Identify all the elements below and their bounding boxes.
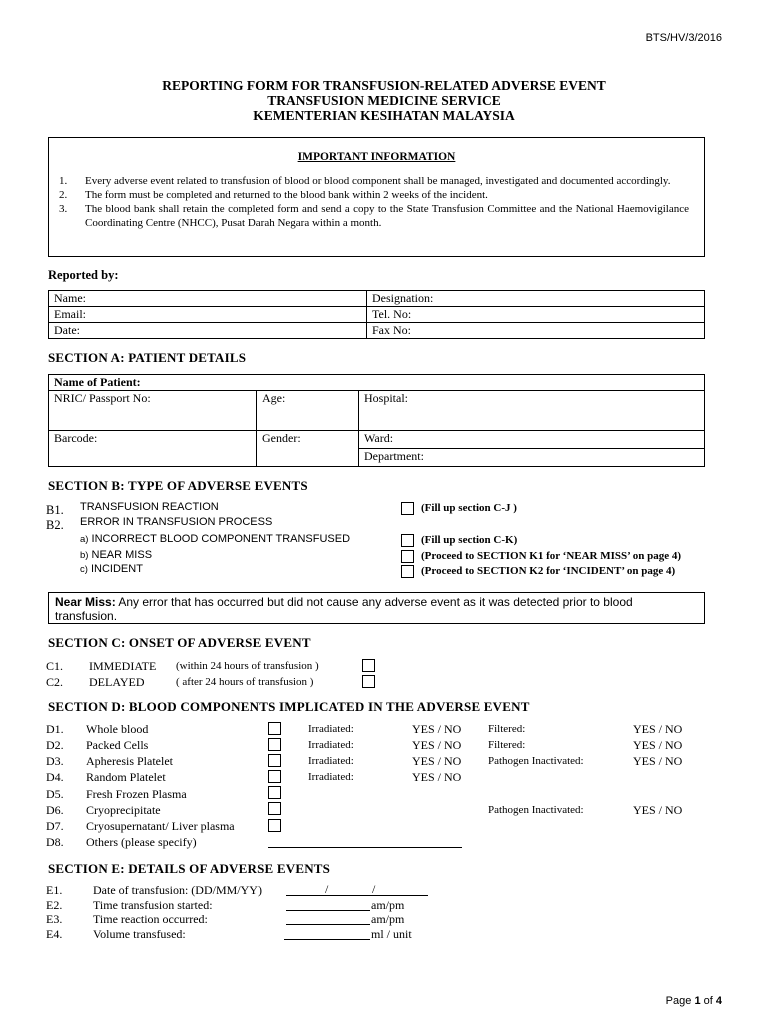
page-number: Page 1 of 4	[665, 995, 722, 1007]
form-title-line1: REPORTING FORM FOR TRANSFUSION-RELATED ADVERSE EVENT	[162, 78, 606, 93]
b2a-checkbox[interactable]	[401, 534, 414, 547]
d3-label: Apheresis Platelet	[86, 754, 173, 768]
e1-slash-1: /	[325, 882, 329, 896]
d4-code: D4.	[46, 770, 64, 784]
d2-irradiated-label: Irradiated:	[308, 739, 354, 751]
c2-code: C2.	[46, 675, 64, 689]
d6-code: D6.	[46, 803, 64, 817]
d5-label: Fresh Frozen Plasma	[86, 787, 187, 801]
e2-label: Time transfusion started:	[93, 898, 213, 912]
name-of-patient-field[interactable]: Name of Patient:	[49, 375, 705, 391]
b2-code: B2.	[46, 518, 64, 532]
important-information-box	[48, 137, 705, 257]
c1-label: IMMEDIATE	[89, 659, 157, 673]
important-information-list	[59, 174, 689, 230]
e3-code: E3.	[46, 912, 63, 926]
tel-field[interactable]: Tel. No:	[367, 307, 705, 323]
c1-note: (within 24 hours of transfusion )	[176, 660, 319, 672]
b1-checkbox[interactable]	[401, 502, 414, 515]
section-b-title: SECTION B: TYPE OF ADVERSE EVENTS	[48, 478, 308, 493]
e1-date-line[interactable]	[286, 895, 428, 896]
d1-filtered-yesno[interactable]: YES / NO	[633, 722, 683, 736]
d3-checkbox[interactable]	[268, 754, 281, 767]
d1-irradiated-yesno[interactable]: YES / NO	[412, 722, 462, 736]
nric-field[interactable]: NRIC/ Passport No:	[49, 391, 257, 431]
b2a-note: (Fill up section C-K)	[421, 534, 518, 546]
b2c-note: (Proceed to SECTION K2 for ‘INCIDENT’ on page 4)	[421, 565, 676, 577]
info-item: 2. The form must be completed and returned to the blood bank within 2 weeks of the incident.	[59, 189, 488, 201]
b2c-label: INCIDENT	[90, 563, 143, 575]
form-title-line3: KEMENTERIAN KESIHATAN MALAYSIA	[253, 108, 515, 123]
date-field[interactable]: Date:	[49, 323, 367, 339]
e4-label: Volume transfused:	[93, 927, 186, 941]
d5-checkbox[interactable]	[268, 786, 281, 799]
d3-pathogen-label: Pathogen Inactivated:	[488, 755, 584, 767]
hospital-field[interactable]: Hospital:	[359, 391, 705, 431]
d3-code: D3.	[46, 754, 64, 768]
near-miss-text: Any error that has occurred but did not cause any adverse event as it was detected prior to blood transfusion.	[55, 595, 633, 623]
b1-label: TRANSFUSION REACTION	[80, 501, 219, 513]
email-field[interactable]: Email:	[49, 307, 367, 323]
d7-code: D7.	[46, 819, 64, 833]
d4-irradiated-yesno[interactable]: YES / NO	[412, 770, 462, 784]
d3-irradiated-yesno[interactable]: YES / NO	[412, 754, 462, 768]
b2c-checkbox[interactable]	[401, 565, 414, 578]
d1-label: Whole blood	[86, 722, 149, 736]
form-title-line2: TRANSFUSION MEDICINE SERVICE	[267, 93, 501, 108]
c2-label: DELAYED	[89, 675, 145, 689]
e3-label: Time reaction occurred:	[93, 912, 208, 926]
d1-code: D1.	[46, 722, 64, 736]
e1-code: E1.	[46, 883, 63, 897]
reported-by-table	[48, 290, 705, 339]
d3-irradiated-label: Irradiated:	[308, 755, 354, 767]
document-code: BTS/HV/3/2016	[645, 32, 722, 44]
important-information-heading: IMPORTANT INFORMATION	[297, 151, 456, 163]
d4-label: Random Platelet	[86, 770, 166, 784]
d3-pathogen-yesno[interactable]: YES / NO	[633, 754, 683, 768]
d8-label: Others (please specify)	[86, 835, 197, 849]
ward-field[interactable]: Ward:	[359, 431, 705, 449]
e2-code: E2.	[46, 898, 63, 912]
near-miss-term: Near Miss:	[55, 595, 116, 609]
d6-label: Cryoprecipitate	[86, 803, 161, 817]
b2c-prefix: c)	[80, 564, 88, 575]
d6-pathogen-label: Pathogen Inactivated:	[488, 804, 584, 816]
b2b-prefix: b)	[80, 550, 89, 561]
d2-irradiated-yesno[interactable]: YES / NO	[412, 738, 462, 752]
d8-code: D8.	[46, 835, 64, 849]
d2-code: D2.	[46, 738, 64, 752]
gender-field[interactable]: Gender:	[257, 431, 359, 467]
designation-field[interactable]: Designation:	[367, 291, 705, 307]
section-c-title: SECTION C: ONSET OF ADVERSE EVENT	[48, 635, 311, 650]
info-item: 1. Every adverse event related to transfusion of blood or blood component shall be managed, investigated and documented accordingly.	[59, 175, 671, 187]
e3-time-line[interactable]	[286, 924, 370, 925]
b1-code: B1.	[46, 503, 64, 517]
d7-label: Cryosupernatant/ Liver plasma	[86, 819, 235, 833]
section-e-title: SECTION E: DETAILS OF ADVERSE EVENTS	[48, 861, 331, 876]
b2-label: ERROR IN TRANSFUSION PROCESS	[80, 516, 273, 528]
b2b-label: NEAR MISS	[91, 549, 153, 561]
d4-irradiated-label: Irradiated:	[308, 771, 354, 783]
b2b-checkbox[interactable]	[401, 550, 414, 563]
d1-filtered-label: Filtered:	[488, 723, 526, 735]
b1-note: (Fill up section C-J )	[421, 502, 517, 514]
d4-checkbox[interactable]	[268, 770, 281, 783]
d2-filtered-yesno[interactable]: YES / NO	[633, 738, 683, 752]
department-field[interactable]: Department:	[359, 449, 705, 467]
b2a-prefix: a)	[80, 534, 89, 545]
e1-slash-2: /	[372, 882, 376, 896]
section-d-title: SECTION D: BLOOD COMPONENTS IMPLICATED IN THE ADVERSE EVENT	[48, 699, 530, 714]
d1-checkbox[interactable]	[268, 722, 281, 735]
reported-by-label: Reported by:	[48, 268, 119, 282]
d1-irradiated-label: Irradiated:	[308, 723, 354, 735]
e4-unit: ml / unit	[371, 927, 412, 941]
e4-code: E4.	[46, 927, 63, 941]
section-a-title: SECTION A: PATIENT DETAILS	[48, 350, 247, 365]
e3-ampm: am/pm	[371, 912, 405, 926]
name-field[interactable]: Name:	[49, 291, 367, 307]
e2-ampm: am/pm	[371, 898, 405, 912]
d7-checkbox[interactable]	[268, 819, 281, 832]
d2-checkbox[interactable]	[268, 738, 281, 751]
b2a-label: INCORRECT BLOOD COMPONENT TRANSFUSED	[91, 533, 351, 545]
e1-label: Date of transfusion: (DD/MM/YY)	[93, 883, 262, 897]
d6-checkbox[interactable]	[268, 802, 281, 815]
d5-code: D5.	[46, 787, 64, 801]
fax-field[interactable]: Fax No:	[367, 323, 705, 339]
barcode-field[interactable]: Barcode:	[49, 431, 257, 467]
info-item: 3. The blood bank shall retain the completed form and send a copy to the State Transfusion Committee and the National Haemovigilance Coordinating Centre (NHCC), Pusat Darah Negara within a month.	[59, 203, 689, 229]
d2-filtered-label: Filtered:	[488, 739, 526, 751]
d2-label: Packed Cells	[86, 738, 149, 752]
e4-volume-line[interactable]	[284, 939, 370, 940]
age-field[interactable]: Age:	[257, 391, 359, 431]
c1-code: C1.	[46, 659, 64, 673]
c2-note: ( after 24 hours of transfusion )	[176, 676, 314, 688]
c1-checkbox[interactable]	[362, 659, 375, 672]
b2b-note: (Proceed to SECTION K1 for ‘NEAR MISS’ on page 4)	[421, 550, 682, 562]
c2-checkbox[interactable]	[362, 675, 375, 688]
patient-details-table	[48, 374, 705, 467]
e2-time-line[interactable]	[286, 910, 370, 911]
d8-specify-line[interactable]	[268, 847, 462, 848]
near-miss-definition-box	[48, 592, 705, 624]
d6-pathogen-yesno[interactable]: YES / NO	[633, 803, 683, 817]
